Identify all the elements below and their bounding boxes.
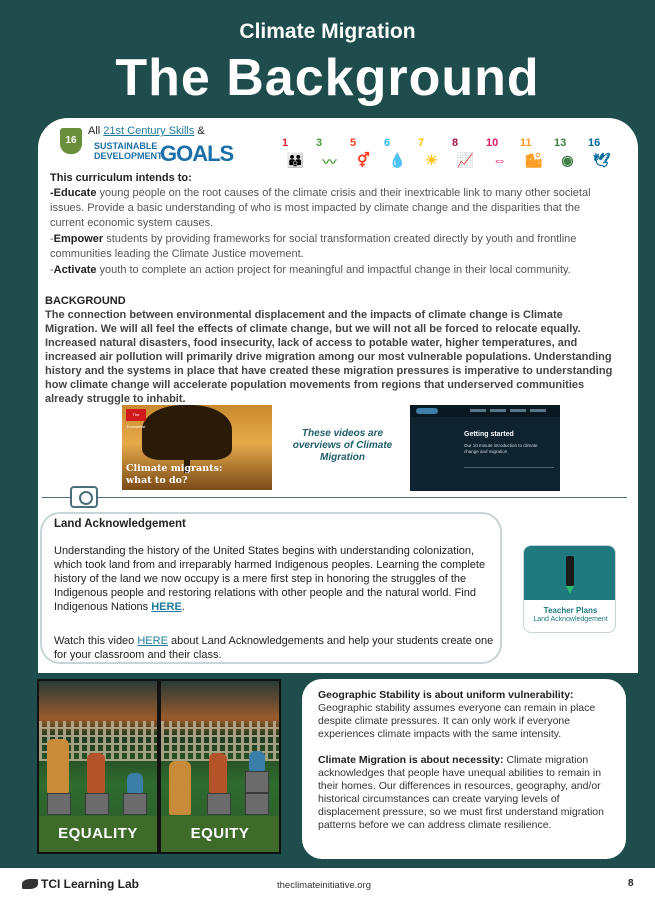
sdg-goals-word: GOALS (160, 141, 234, 166)
pen-tip (566, 586, 574, 594)
sdg-tile-number: 16 (588, 137, 601, 149)
skills-suffix: & (194, 125, 205, 137)
person-medium (87, 753, 105, 793)
land-text-period: . (181, 601, 185, 613)
sdg-tile-number: 6 (384, 137, 391, 149)
video-thumbnail-economist[interactable] (122, 405, 272, 490)
heartbeat-icon: 〰 (322, 154, 337, 170)
geo-paragraph-1 (318, 689, 618, 741)
pen-icon (566, 556, 574, 586)
person-tall (47, 739, 69, 793)
skills-prefix: All (88, 125, 104, 137)
equal-icon: ⇔ (492, 152, 507, 168)
sdg-tile-number: 13 (554, 137, 567, 149)
intends-educate (50, 186, 610, 231)
activate-label: Activate (53, 264, 97, 276)
land-video-prefix: Watch this video (54, 635, 138, 647)
sdg-tile-number: 11 (520, 137, 532, 149)
background-text: The connection between environmental displacement and the impacts of climate change is Climate Migration. We will all feel the effects of climate change, but we will not all be forced to relocate equally. Increased natural disasters, food insecurity, lack of access to potable water, higher temperatures, and increased air pollution will primarily drive migration among our most vulnerable populations. Understanding history and the systems in place that have created these migration pressures is imperative to understanding how climate change will accelerate population movements from regions that underserved communities already struggle to inhabit. (45, 309, 613, 405)
video2-nav-item (470, 409, 486, 412)
land-text-body: Understanding the history of the United States begins with understanding colonization, which took land from and irreparably harmed Indigenous peoples. Learning the complete history of the land we now occupy is a mere first step in honoring the struggles of the Indigenous people and restoring relations with other people and the natural world. Find Indigenous Nations (54, 545, 486, 613)
video-thumbnail-getting-started[interactable] (410, 405, 560, 491)
footer-logo-text: TCI Learning Lab (41, 877, 140, 891)
sdg-tile-1 (282, 137, 309, 179)
teacher-plans-title: Teacher Plans (543, 606, 598, 615)
water-icon: 💧 (388, 152, 407, 168)
video2-navbar (410, 405, 560, 417)
sdg-tile-6 (384, 137, 411, 179)
21st-century-skills-link[interactable]: 21st Century Skills (103, 125, 195, 137)
video2-subtitle: Our 10 minute introduction to climate change and migration (464, 443, 538, 454)
geo-p1-text: Geographic stability assumes everyone can remain in place despite climate pressures. It can only work if everyone experiences climate impacts with the same intensity. (318, 702, 596, 740)
geo-text (318, 689, 618, 845)
geo-paragraph-2 (318, 754, 618, 832)
sun-icon: ☀ (425, 152, 438, 168)
video2-logo (416, 408, 438, 414)
equality-equity-illustration (37, 679, 281, 854)
equality-panel (39, 681, 157, 852)
intends-activate (50, 263, 610, 278)
page-number: 8 (628, 878, 634, 889)
skills-block (60, 125, 235, 170)
land-video-suffix: about Land Acknowledgements and help your students create one for your classroom and their class. (54, 635, 494, 661)
geo-p2-text: Climate migration acknowledges that people have unequal abilities to remain in their homes. Our differences in resources, geography, and/or historical circumstances can create varying levels of displacement pressure, so we must first understand migration patterns before we can address climate resilience. (318, 754, 604, 831)
activate-prefix: - (50, 264, 54, 276)
land-video-link[interactable]: HERE (137, 635, 168, 647)
land-text (54, 544, 494, 614)
person-medium (209, 753, 227, 793)
person-tall (169, 761, 191, 815)
video1-caption-line1: Climate migrants: (126, 463, 223, 474)
intends-list (50, 186, 610, 279)
page-subtitle: Climate Migration (239, 20, 416, 43)
equity-label: EQUITY (161, 816, 279, 852)
city-icon: 🏙 (524, 152, 543, 168)
video2-nav-item (490, 409, 506, 412)
video2-nav-item (510, 409, 526, 412)
teacher-plans-card[interactable] (523, 545, 616, 633)
teacher-plans-subtitle: Land Acknowledgement (533, 616, 608, 623)
activate-text: youth to complete an action project for meaningful and impactful change in their local community. (96, 264, 571, 276)
footer-url: theclimateinitiative.org (277, 880, 371, 891)
geo-p1-heading: Geographic Stability is about uniform vulnerability: (318, 689, 574, 701)
video2-divider (464, 467, 554, 485)
sdg-logo-line2: DEVELOPMENT (94, 151, 163, 161)
sdg-tile-number: 7 (418, 137, 425, 149)
land-title: Land Acknowledgement (54, 518, 186, 530)
crate (47, 793, 71, 815)
sdg-tile-5 (350, 137, 377, 179)
equality-label: EQUALITY (39, 816, 157, 852)
crate (207, 793, 231, 815)
sdg-tile-number: 10 (486, 137, 499, 149)
skills-line (88, 125, 205, 137)
intends-title: This curriculum intends to: (50, 172, 192, 184)
camera-icon (70, 486, 98, 508)
eye-globe-icon: ◉ (561, 152, 574, 168)
sdg-tile-7 (418, 137, 445, 179)
sdg-16-badge: 16 (60, 128, 82, 154)
video1-caption (126, 463, 222, 487)
sdg-tile-3 (316, 137, 343, 179)
sdg-goal-tiles (282, 137, 627, 179)
video2-nav-item (530, 409, 546, 412)
videos-note: These videos are overviews of Climate Migration (292, 428, 393, 463)
sdg-logo-line1: SUSTAINABLE (94, 141, 158, 151)
page-title: The Background (115, 49, 540, 107)
dove-icon: 🕊 (592, 152, 611, 168)
sdg-tile-number: 1 (282, 137, 289, 149)
indigenous-nations-link[interactable]: HERE (151, 601, 182, 613)
educate-text: young people on the root causes of the climate crisis and their inextricable link to many other societal issues. Provide a basic understanding of who is most impacted by climate change and the disparities that the current economic system causes. (50, 187, 591, 229)
empower-prefix: - (50, 233, 54, 245)
background-title: BACKGROUND (45, 295, 126, 307)
people-icon: 👪 (286, 152, 305, 168)
empower-text: students by providing frameworks for social transformation created directly by youth and frontline communities leading the Climate Justice movement. (50, 233, 577, 260)
intends-empower (50, 232, 610, 262)
sdg-tile-16 (588, 137, 615, 179)
crate (123, 793, 147, 815)
sdg-tile-number: 5 (350, 137, 357, 149)
person-short (249, 751, 265, 771)
crate (245, 771, 269, 793)
video2-title: Getting started (464, 431, 514, 438)
sdg-tile-number: 3 (316, 137, 323, 149)
sdg-tile-8 (452, 137, 479, 179)
video1-caption-line2: what to do? (126, 475, 188, 486)
growth-icon: 📈 (456, 152, 475, 168)
sdg-tile-11 (520, 137, 547, 179)
land-video-text (54, 634, 494, 662)
sdg-logo-text (94, 141, 163, 161)
geo-p2-heading: Climate Migration is about necessity: (318, 754, 504, 766)
crate (245, 793, 269, 815)
tci-logo-icon (22, 879, 38, 889)
gender-icon: ⚥ (357, 152, 370, 168)
economist-logo: The Economist (126, 409, 146, 421)
section-divider (42, 497, 627, 498)
sdg-tile-13 (554, 137, 581, 179)
educate-label: -Educate (50, 187, 97, 199)
sdg-tile-number: 8 (452, 137, 459, 149)
crate (85, 793, 109, 815)
person-short (127, 773, 143, 793)
header (0, 0, 655, 118)
equity-panel (161, 681, 279, 852)
footer-logo (22, 877, 139, 891)
sdg-tile-10 (486, 137, 513, 179)
empower-label: Empower (53, 233, 104, 245)
